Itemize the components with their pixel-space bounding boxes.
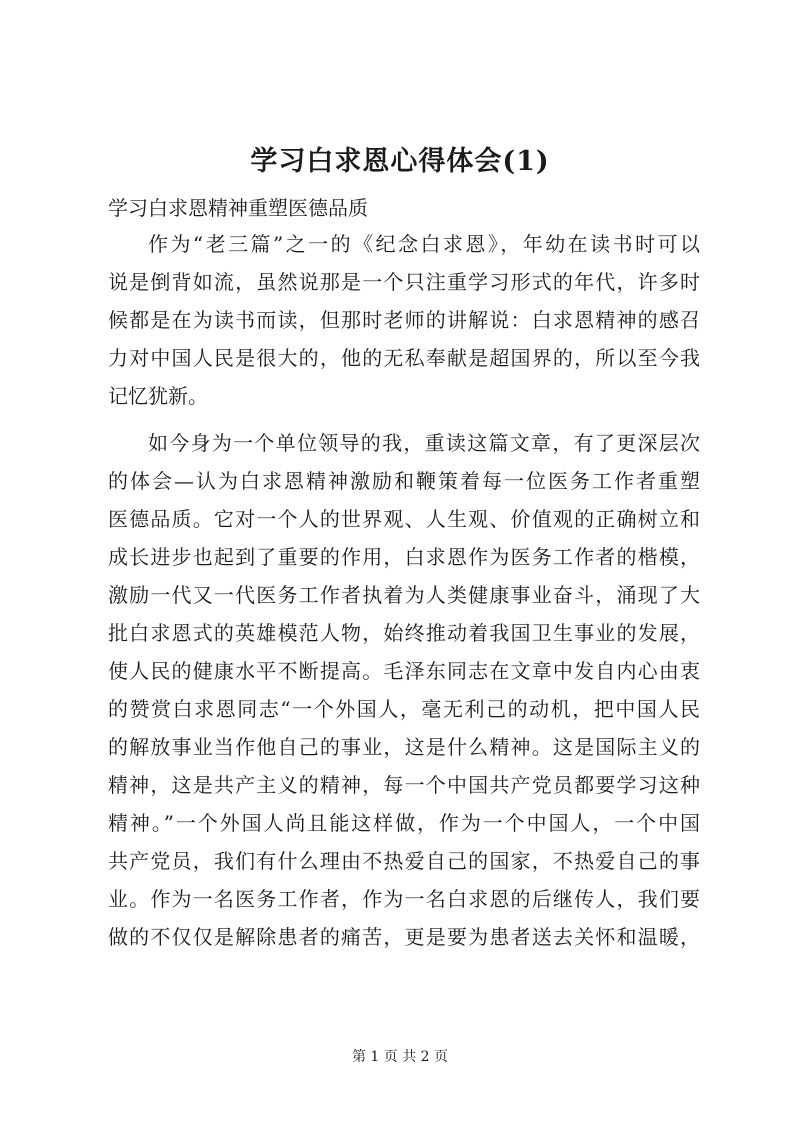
paragraph-2-line: 激励一代又一代医务工作者执着为人类健康事业奋斗，涌现了大 (108, 583, 700, 607)
paragraph-2-line: 精神，这是共产主义的精神，每一个中国共产党员都要学习这种 (108, 773, 700, 797)
page-footer (0, 1047, 800, 1067)
paragraph-2-line: 的赞赏白求恩同志“一个外国人，毫无利己的动机，把中国人民 (108, 697, 700, 721)
paragraph-2-line: 的体会—认为白求恩精神激励和鞭策着每一位医务工作者重塑 (108, 469, 700, 493)
paragraph-1-line: 力对中国人民是很大的，他的无私奉献是超国界的，所以至今我 (108, 346, 700, 370)
paragraph-2-line: 精神。”一个外国人尚且能这样做，作为一个中国人，一个中国 (108, 811, 700, 835)
paragraph-2-line: 使人民的健康水平不断提高。毛泽东同志在文章中发自内心由衷 (108, 659, 700, 683)
paragraph-1-line: 作为“老三篇”之一的《纪念白求恩》，年幼在读书时可以 (148, 232, 700, 256)
paragraph-2-line: 做的不仅仅是解除患者的痛苦，更是要为患者送去关怀和温暖， (108, 925, 700, 949)
paragraph-2-line: 批白求恩式的英雄模范人物，始终推动着我国卫生事业的发展， (108, 621, 700, 645)
paragraph-2-line: 如今身为一个单位领导的我，重读这篇文章，有了更深层次 (148, 431, 700, 455)
paragraph-2-line: 医德品质。它对一个人的世界观、人生观、价值观的正确树立和 (108, 507, 700, 531)
paragraph-1-line: 记忆犹新。 (108, 384, 208, 408)
paragraph-2-line: 业。作为一名医务工作者，作为一名白求恩的后继传人，我们要 (108, 887, 700, 911)
page-number-label: 第 1 页 共 2 页 (351, 1049, 449, 1065)
document-subtitle: 学习白求恩精神重塑医德品质 (108, 196, 368, 220)
paragraph-2-line: 共产党员，我们有什么理由不热爱自己的国家，不热爱自己的事 (108, 849, 700, 873)
paragraph-2-line: 成长进步也起到了重要的作用，白求恩作为医务工作者的楷模， (108, 545, 700, 569)
paragraph-1-line: 说是倒背如流，虽然说那是一个只注重学习形式的年代，许多时 (108, 270, 700, 294)
paragraph-2-line: 的解放事业当作他自己的事业，这是什么精神。这是国际主义的 (108, 735, 700, 759)
paragraph-1-line: 候都是在为读书而读，但那时老师的讲解说：白求恩精神的感召 (108, 308, 700, 332)
page-title: 学习白求恩心得体会(1) (250, 146, 550, 177)
